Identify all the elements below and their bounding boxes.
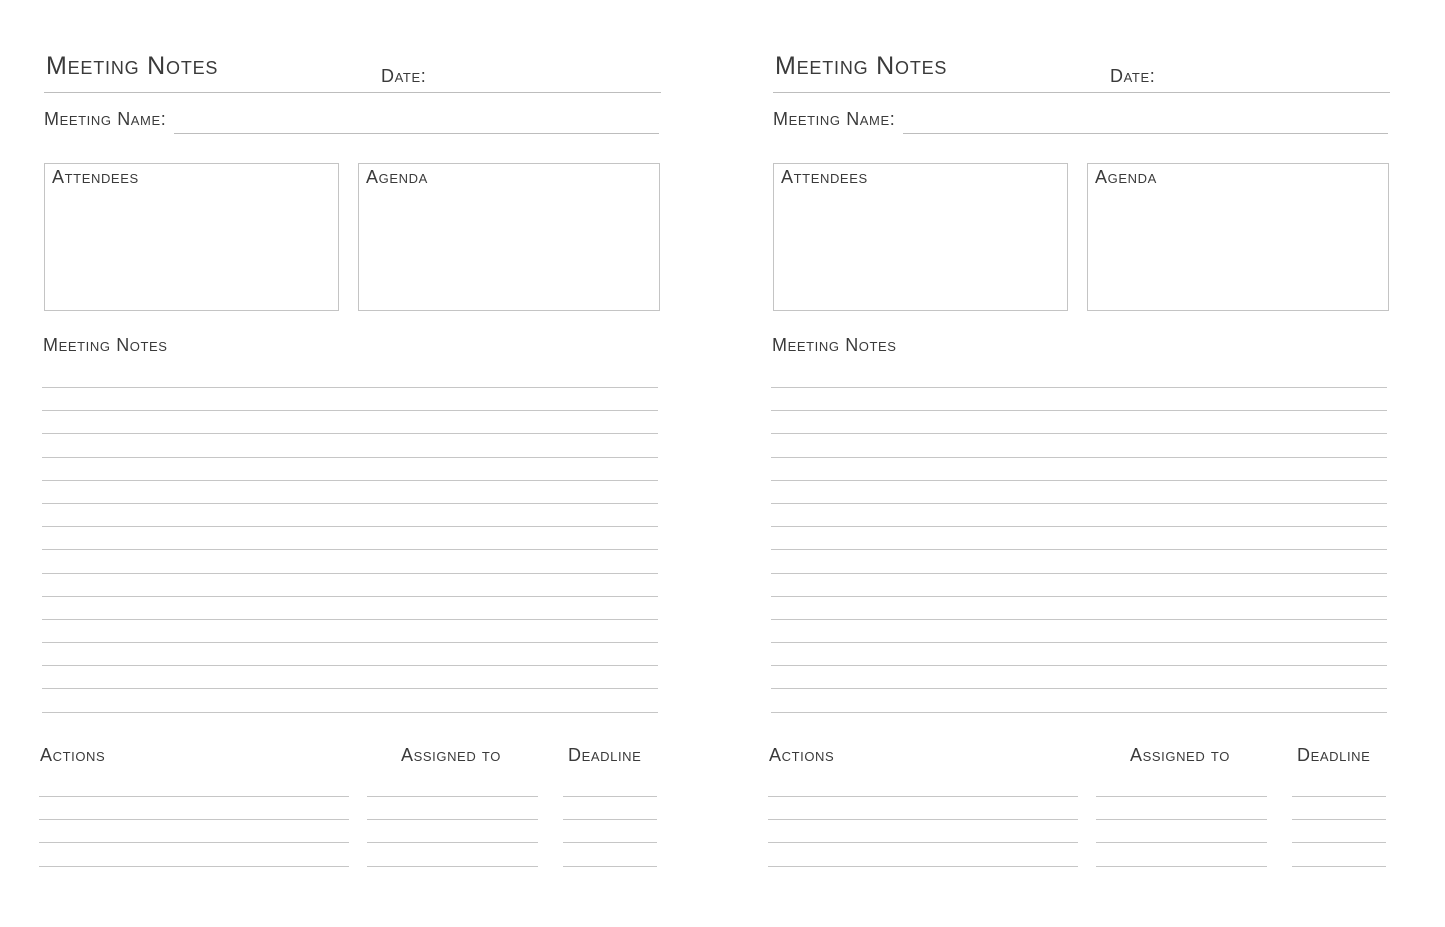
action-line[interactable] [768, 796, 1078, 797]
notes-line[interactable] [771, 457, 1387, 458]
page-title: Meeting Notes [46, 52, 219, 80]
actions-label: Actions [40, 745, 106, 765]
deadline-line[interactable] [563, 842, 657, 843]
action-line[interactable] [39, 866, 349, 867]
notes-line[interactable] [771, 549, 1387, 550]
notes-line[interactable] [771, 480, 1387, 481]
notes-line[interactable] [42, 457, 658, 458]
notes-line[interactable] [42, 503, 658, 504]
deadline-line[interactable] [563, 796, 657, 797]
action-line[interactable] [39, 796, 349, 797]
assigned-line[interactable] [1096, 842, 1267, 843]
page-title: Meeting Notes [775, 52, 948, 80]
action-line[interactable] [768, 819, 1078, 820]
notes-line[interactable] [42, 596, 658, 597]
attendees-label: Attendees [781, 167, 868, 187]
assigned-line[interactable] [367, 819, 538, 820]
header-rule [44, 92, 661, 93]
meeting-notes-label: Meeting Notes [43, 335, 168, 355]
notes-line[interactable] [771, 712, 1387, 713]
notes-line[interactable] [42, 387, 658, 388]
notes-line[interactable] [42, 688, 658, 689]
attendees-box[interactable] [44, 163, 339, 311]
deadline-line[interactable] [1292, 866, 1386, 867]
notes-line[interactable] [42, 526, 658, 527]
deadline-line[interactable] [1292, 796, 1386, 797]
date-label: Date: [1110, 66, 1156, 86]
notes-line[interactable] [771, 503, 1387, 504]
deadline-line[interactable] [1292, 842, 1386, 843]
notes-line[interactable] [42, 480, 658, 481]
assigned-line[interactable] [1096, 866, 1267, 867]
notes-line[interactable] [771, 665, 1387, 666]
deadline-line[interactable] [563, 819, 657, 820]
assigned-line[interactable] [367, 796, 538, 797]
deadline-label: Deadline [1297, 745, 1371, 765]
meeting-notes-lines[interactable] [771, 387, 1387, 735]
actions-lines[interactable] [768, 796, 1078, 889]
meeting-name-line[interactable] [903, 133, 1388, 134]
meeting-notes-label: Meeting Notes [772, 335, 897, 355]
notes-line[interactable] [42, 433, 658, 434]
notes-line[interactable] [42, 712, 658, 713]
date-label: Date: [381, 66, 427, 86]
assigned-line[interactable] [367, 866, 538, 867]
notes-line[interactable] [42, 549, 658, 550]
action-line[interactable] [39, 842, 349, 843]
deadline-lines[interactable] [563, 796, 657, 889]
actions-lines[interactable] [39, 796, 349, 889]
attendees-box[interactable] [773, 163, 1068, 311]
action-line[interactable] [768, 842, 1078, 843]
deadline-line[interactable] [563, 866, 657, 867]
planner-page-right [765, 0, 1405, 927]
notes-line[interactable] [771, 596, 1387, 597]
notes-line[interactable] [771, 526, 1387, 527]
deadline-line[interactable] [1292, 819, 1386, 820]
notes-line[interactable] [42, 665, 658, 666]
assigned-to-lines[interactable] [1096, 796, 1267, 889]
assigned-line[interactable] [367, 842, 538, 843]
meeting-name-line[interactable] [174, 133, 659, 134]
notes-line[interactable] [42, 642, 658, 643]
action-line[interactable] [39, 819, 349, 820]
assigned-line[interactable] [1096, 796, 1267, 797]
assigned-to-label: Assigned to [1130, 745, 1230, 765]
notes-line[interactable] [771, 433, 1387, 434]
notes-line[interactable] [771, 688, 1387, 689]
notes-line[interactable] [42, 410, 658, 411]
deadline-lines[interactable] [1292, 796, 1386, 889]
assigned-to-label: Assigned to [401, 745, 501, 765]
notes-line[interactable] [42, 619, 658, 620]
planner-page-left [36, 0, 676, 927]
meeting-name-label: Meeting Name: [773, 109, 896, 129]
actions-label: Actions [769, 745, 835, 765]
header-rule [773, 92, 1390, 93]
agenda-label: Agenda [1095, 167, 1157, 187]
notes-line[interactable] [771, 642, 1387, 643]
agenda-label: Agenda [366, 167, 428, 187]
notes-line[interactable] [771, 619, 1387, 620]
meeting-name-label: Meeting Name: [44, 109, 167, 129]
notes-line[interactable] [771, 410, 1387, 411]
notes-line[interactable] [771, 387, 1387, 388]
assigned-line[interactable] [1096, 819, 1267, 820]
deadline-label: Deadline [568, 745, 642, 765]
attendees-label: Attendees [52, 167, 139, 187]
meeting-notes-lines[interactable] [42, 387, 658, 735]
assigned-to-lines[interactable] [367, 796, 538, 889]
notes-line[interactable] [771, 573, 1387, 574]
agenda-box[interactable] [358, 163, 660, 311]
action-line[interactable] [768, 866, 1078, 867]
notes-line[interactable] [42, 573, 658, 574]
agenda-box[interactable] [1087, 163, 1389, 311]
